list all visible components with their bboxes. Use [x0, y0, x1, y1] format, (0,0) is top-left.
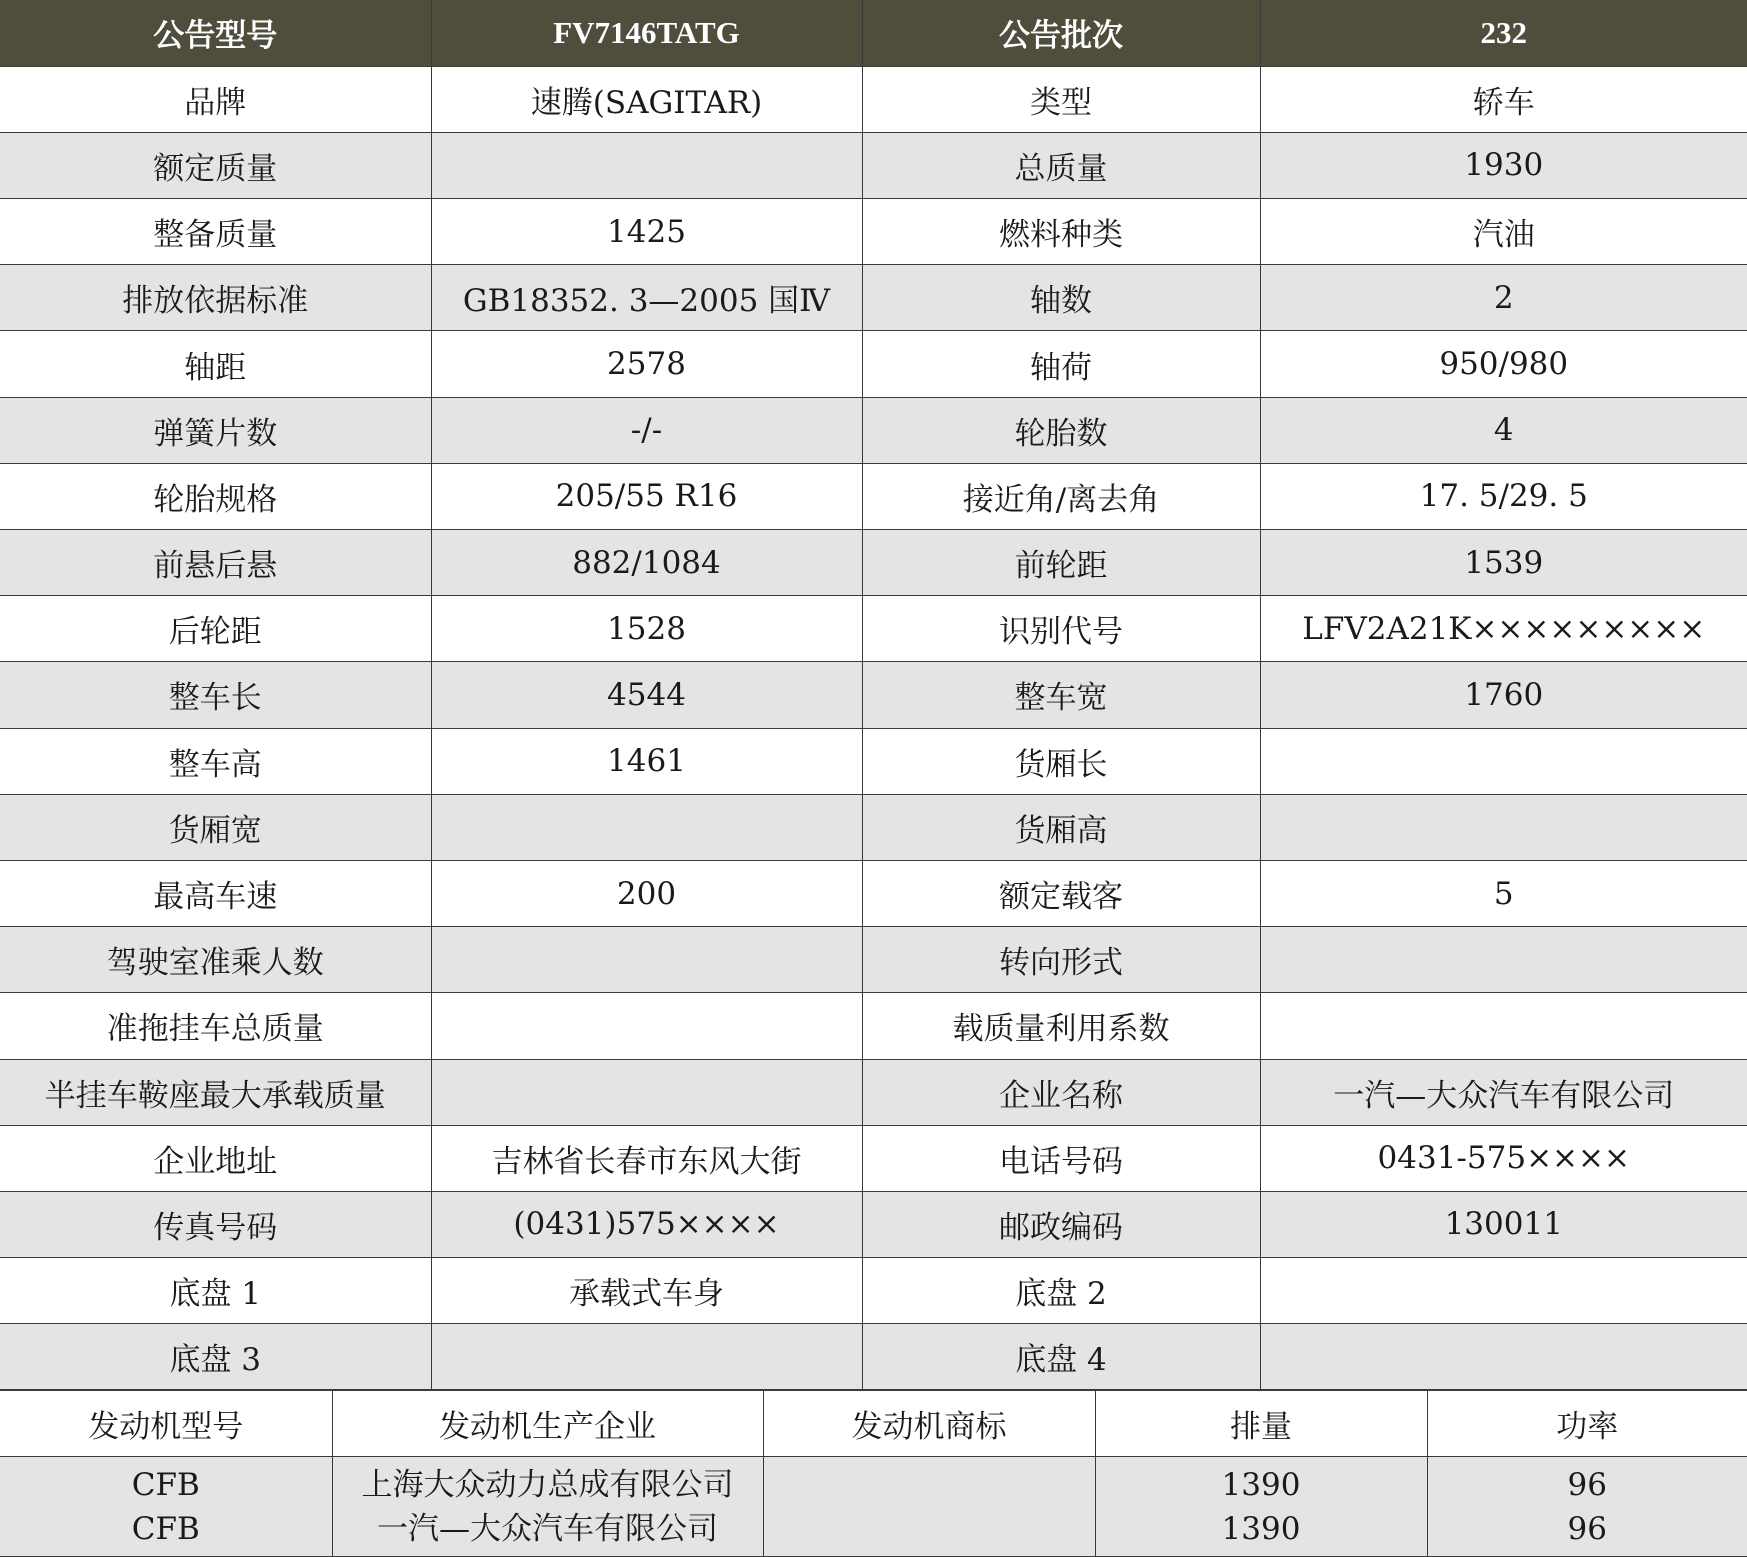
spec-value-right: 1930 — [1260, 132, 1747, 198]
spec-value-right: 0431-575×××× — [1260, 1125, 1747, 1191]
spec-value-left — [431, 993, 862, 1059]
table-row — [0, 463, 1747, 529]
spec-value-right: 4 — [1260, 397, 1747, 463]
spec-label-left: 轮胎规格 — [0, 463, 431, 529]
spec-label-right: 企业名称 — [862, 1059, 1260, 1125]
spec-value-right: 1760 — [1260, 662, 1747, 728]
spec-value-left: 200 — [431, 860, 862, 926]
table-row — [0, 662, 1747, 728]
spec-value-right — [1260, 1324, 1747, 1390]
engine-model-cell — [0, 1457, 332, 1557]
spec-label-left: 前悬后悬 — [0, 530, 431, 596]
engine-header-cell: 发动机商标 — [763, 1391, 1095, 1457]
spec-label-right: 载质量利用系数 — [862, 993, 1260, 1059]
engine-header-cell: 发动机生产企业 — [332, 1391, 763, 1457]
spec-value-left: (0431)575×××× — [431, 1191, 862, 1257]
table-header-row — [0, 0, 1747, 66]
spec-value-left: 2578 — [431, 331, 862, 397]
spec-value-right: 轿车 — [1260, 66, 1747, 132]
table-row — [0, 728, 1747, 794]
spec-label-right: 类型 — [862, 66, 1260, 132]
spec-value-right: 130011 — [1260, 1191, 1747, 1257]
spec-label-right: 底盘 2 — [862, 1258, 1260, 1324]
spec-value-right — [1260, 1258, 1747, 1324]
spec-label-left: 轴距 — [0, 331, 431, 397]
header-batch-value: 232 — [1260, 0, 1747, 66]
engine-power: 96 — [1567, 1466, 1607, 1503]
spec-value-left — [431, 1324, 862, 1390]
spec-label-right: 货厢高 — [862, 794, 1260, 860]
engine-header-cell: 功率 — [1427, 1391, 1747, 1457]
spec-label-right: 货厢长 — [862, 728, 1260, 794]
spec-label-left: 弹簧片数 — [0, 397, 431, 463]
spec-label-right: 轴荷 — [862, 331, 1260, 397]
engine-data-row — [0, 1457, 1747, 1557]
table-row — [0, 860, 1747, 926]
header-model-value: FV7146TATG — [431, 0, 862, 66]
spec-label-left: 最高车速 — [0, 860, 431, 926]
engine-displacement: 1390 — [1221, 1466, 1301, 1503]
spec-label-left: 底盘 1 — [0, 1258, 431, 1324]
table-row — [0, 530, 1747, 596]
spec-label-right: 邮政编码 — [862, 1191, 1260, 1257]
engine-displacement-cell — [1095, 1457, 1427, 1557]
spec-label-right: 接近角/离去角 — [862, 463, 1260, 529]
engine-maker-cell — [332, 1457, 763, 1557]
engine-header-row — [0, 1391, 1747, 1457]
spec-value-right: 950/980 — [1260, 331, 1747, 397]
spec-label-right: 额定载客 — [862, 860, 1260, 926]
spec-label-left: 货厢宽 — [0, 794, 431, 860]
spec-value-right: 2 — [1260, 265, 1747, 331]
spec-value-left: 1528 — [431, 596, 862, 662]
engine-displacement: 1390 — [1221, 1510, 1301, 1547]
spec-value-left: 速腾(SAGITAR) — [431, 66, 862, 132]
spec-value-left — [431, 927, 862, 993]
spec-value-right — [1260, 993, 1747, 1059]
table-row — [0, 1059, 1747, 1125]
spec-label-left: 准拖挂车总质量 — [0, 993, 431, 1059]
table-row — [0, 993, 1747, 1059]
table-row — [0, 794, 1747, 860]
spec-label-left: 额定质量 — [0, 132, 431, 198]
spec-label-left: 企业地址 — [0, 1125, 431, 1191]
table-row — [0, 397, 1747, 463]
spec-value-right — [1260, 794, 1747, 860]
spec-label-right: 轮胎数 — [862, 397, 1260, 463]
spec-label-right: 整车宽 — [862, 662, 1260, 728]
engine-power: 96 — [1567, 1510, 1607, 1547]
spec-value-left — [431, 1059, 862, 1125]
table-row — [0, 1258, 1747, 1324]
header-label-model: 公告型号 — [0, 0, 431, 66]
engine-brand-cell — [763, 1457, 1095, 1557]
header-label-batch: 公告批次 — [862, 0, 1260, 66]
spec-value-left: 吉林省长春市东风大街 — [431, 1125, 862, 1191]
spec-value-left: 承载式车身 — [431, 1258, 862, 1324]
engine-model: CFB — [131, 1510, 200, 1547]
table-row — [0, 331, 1747, 397]
table-row — [0, 927, 1747, 993]
spec-label-right: 总质量 — [862, 132, 1260, 198]
table-row — [0, 1324, 1747, 1390]
spec-label-left: 排放依据标准 — [0, 265, 431, 331]
spec-value-right: 5 — [1260, 860, 1747, 926]
engine-header-cell: 发动机型号 — [0, 1391, 332, 1457]
spec-value-right: LFV2A21K××××××××× — [1260, 596, 1747, 662]
spec-value-left: 1461 — [431, 728, 862, 794]
spec-value-left — [431, 794, 862, 860]
spec-value-right: 1539 — [1260, 530, 1747, 596]
spec-value-right — [1260, 927, 1747, 993]
table-row — [0, 66, 1747, 132]
spec-value-right — [1260, 728, 1747, 794]
spec-label-right: 转向形式 — [862, 927, 1260, 993]
spec-value-left: GB18352. 3—2005 国Ⅳ — [431, 265, 862, 331]
table-row — [0, 265, 1747, 331]
engine-power-cell — [1427, 1457, 1747, 1557]
spec-label-right: 底盘 4 — [862, 1324, 1260, 1390]
spec-value-right: 汽油 — [1260, 199, 1747, 265]
spec-value-left: 4544 — [431, 662, 862, 728]
spec-label-right: 电话号码 — [862, 1125, 1260, 1191]
spec-label-left: 驾驶室准乘人数 — [0, 927, 431, 993]
engine-maker: 一汽—大众汽车有限公司 — [377, 1510, 718, 1547]
spec-value-left: 205/55 R16 — [431, 463, 862, 529]
spec-label-left: 底盘 3 — [0, 1324, 431, 1390]
spec-label-right: 前轮距 — [862, 530, 1260, 596]
table-row — [0, 596, 1747, 662]
spec-label-left: 品牌 — [0, 66, 431, 132]
table-row — [0, 199, 1747, 265]
table-row — [0, 1191, 1747, 1257]
engine-maker: 上海大众动力总成有限公司 — [361, 1466, 734, 1503]
spec-label-right: 燃料种类 — [862, 199, 1260, 265]
spec-label-left: 传真号码 — [0, 1191, 431, 1257]
spec-value-left: 1425 — [431, 199, 862, 265]
table-row — [0, 1125, 1747, 1191]
engine-header-cell: 排量 — [1095, 1391, 1427, 1457]
engine-model: CFB — [131, 1466, 200, 1503]
spec-label-left: 后轮距 — [0, 596, 431, 662]
spec-value-left: 882/1084 — [431, 530, 862, 596]
spec-value-right: 17. 5/29. 5 — [1260, 463, 1747, 529]
spec-value-left — [431, 132, 862, 198]
spec-value-left: -/- — [431, 397, 862, 463]
spec-label-left: 整车高 — [0, 728, 431, 794]
spec-label-right: 轴数 — [862, 265, 1260, 331]
spec-label-left: 整车长 — [0, 662, 431, 728]
spec-label-left: 整备质量 — [0, 199, 431, 265]
spec-value-right: 一汽—大众汽车有限公司 — [1260, 1059, 1747, 1125]
spec-label-right: 识别代号 — [862, 596, 1260, 662]
spec-label-left: 半挂车鞍座最大承载质量 — [0, 1059, 431, 1125]
engine-table — [0, 1390, 1747, 1557]
table-row — [0, 132, 1747, 198]
